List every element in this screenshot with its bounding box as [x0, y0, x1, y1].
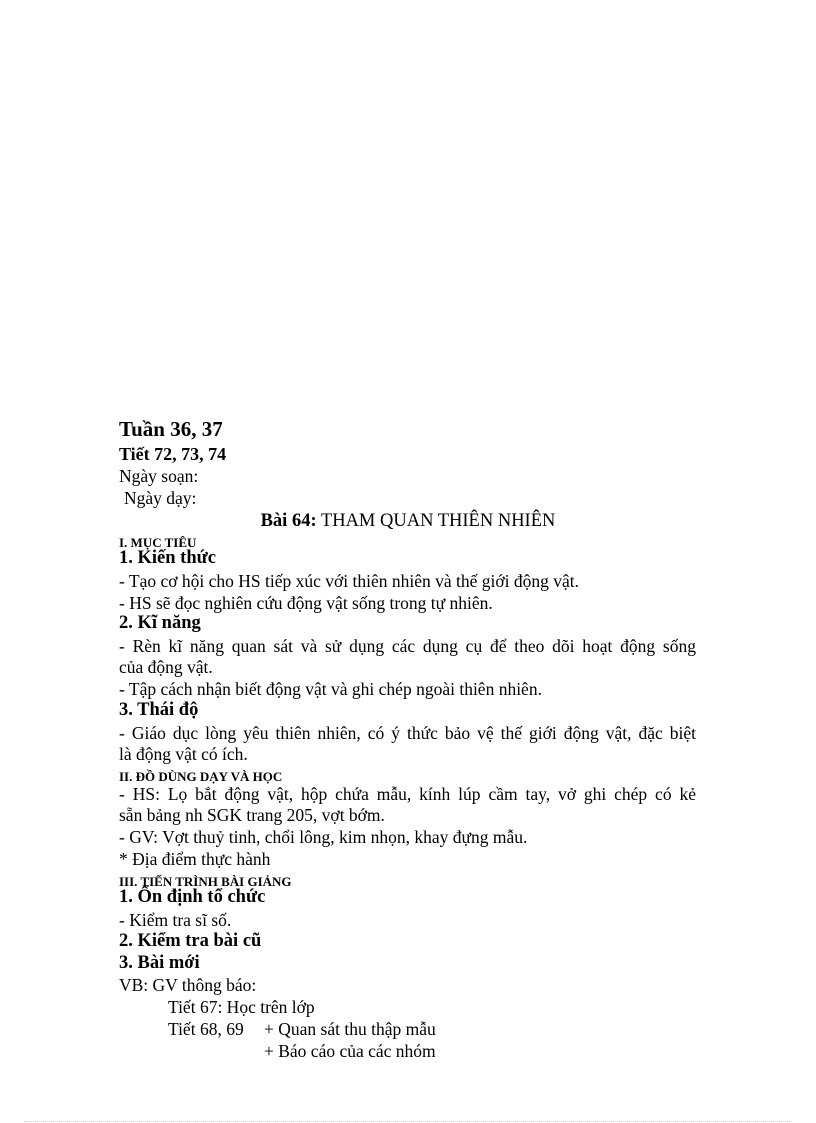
- schedule-item-observe: + Quan sát thu thập mẫu: [264, 1019, 436, 1039]
- knowledge-item-2: - HS sẽ đọc nghiên cứu động vật sống trong tự nhiên.: [119, 593, 493, 613]
- skills-item-1-line-1: - Rèn kĩ năng quan sát và sử dụng các dụng cụ để theo dõi hoạt động sống: [119, 636, 696, 656]
- schedule-period-67: Tiết 67: Học trên lớp: [168, 997, 315, 1017]
- page-bottom-divider: [24, 1121, 792, 1122]
- materials-hs-line-2: sẵn bảng nh SGK trang 205, vợt bớm.: [119, 805, 385, 825]
- prep-date: Ngày soạn:: [119, 466, 199, 486]
- skills-item-1-line-2: của động vật.: [119, 657, 213, 677]
- lesson-name: THAM QUAN THIÊN NHIÊN: [320, 511, 556, 531]
- materials-location: * Địa điểm thực hành: [119, 849, 271, 869]
- attitude-heading: 3. Thái độ: [119, 700, 199, 720]
- section-objectives-heading: I. MỤC TIÊU: [119, 535, 197, 550]
- materials-gv: - GV: Vợt thuỷ tinh, chổi lông, kim nhọn, khay đựng mẫu.: [119, 827, 528, 847]
- schedule-period-68-69: Tiết 68, 69: [168, 1019, 244, 1039]
- section-materials-heading: II. ĐỒ DÙNG DẠY VÀ HỌC: [119, 769, 283, 784]
- step-2-heading: 2. Kiểm tra bài cũ: [119, 931, 262, 951]
- section-process-heading: III. TIẾN TRÌNH BÀI GIẢNG: [119, 874, 292, 889]
- knowledge-item-1: - Tạo cơ hội cho HS tiếp xúc với thiên nhiên và thế giới động vật.: [119, 571, 579, 591]
- teach-date: Ngày dạy:: [124, 488, 197, 508]
- step-1-item: - Kiểm tra sĩ số.: [119, 910, 232, 930]
- knowledge-heading: 1. Kiến thức: [119, 548, 216, 568]
- skills-item-2: - Tập cách nhận biết động vật và ghi chép ngoài thiên nhiên.: [119, 679, 542, 699]
- attitude-item-line-2: là động vật có ích.: [119, 744, 248, 764]
- step-3-heading: 3. Bài mới: [119, 953, 200, 973]
- lesson-number: Bài 64:: [260, 511, 317, 531]
- lesson-title: [0, 511, 816, 532]
- period-heading: Tiết 72, 73, 74: [119, 444, 227, 464]
- announcement-intro: VB: GV thông báo:: [119, 975, 257, 995]
- schedule-item-report: + Báo cáo của các nhóm: [264, 1041, 436, 1061]
- week-heading: Tuần 36, 37: [119, 417, 223, 441]
- materials-hs-line-1: - HS: Lọ bắt động vật, hộp chứa mẫu, kính lúp cầm tay, vở ghi chép có kẻ: [119, 784, 696, 804]
- step-1-heading: 1. Ổn định tổ chức: [119, 887, 266, 907]
- skills-heading: 2. Kĩ năng: [119, 613, 201, 633]
- attitude-item-line-1: - Giáo dục lòng yêu thiên nhiên, có ý thức bảo vệ thế giới động vật, đặc biệt: [119, 723, 696, 743]
